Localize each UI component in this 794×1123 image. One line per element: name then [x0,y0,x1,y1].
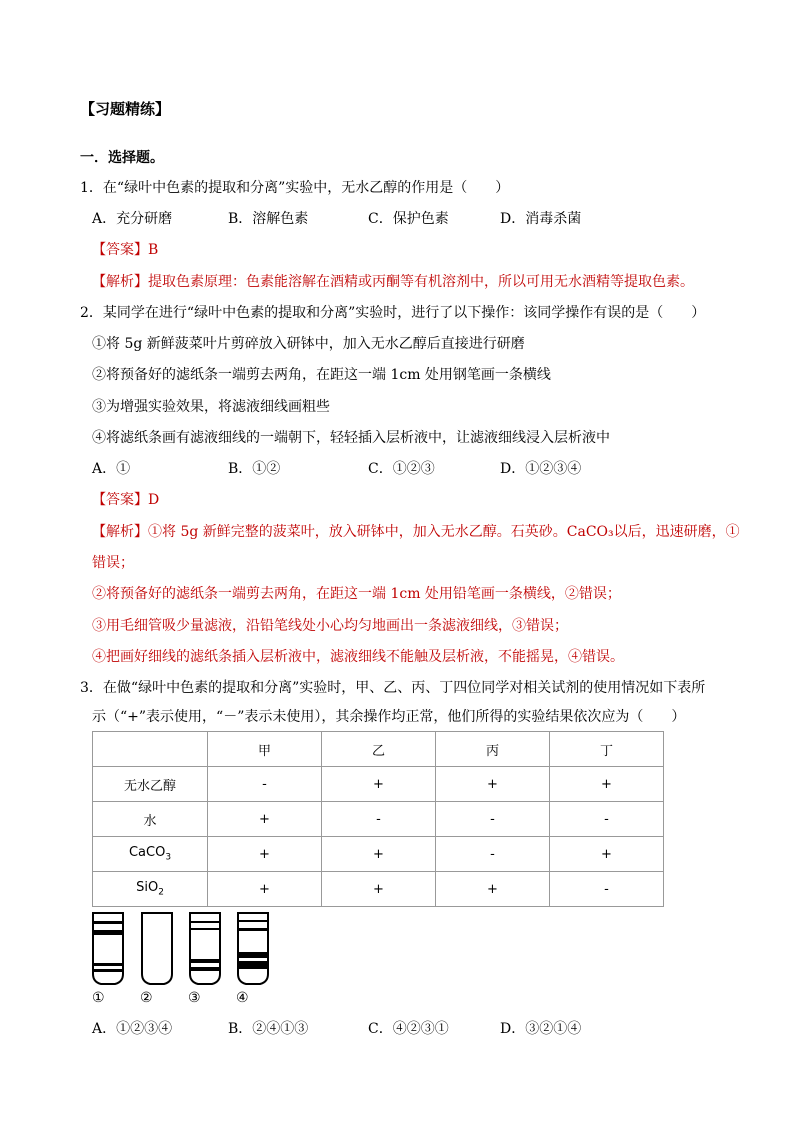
q2-analysis-line-1 [92,521,740,541]
table-header-cell: 丁 [550,732,664,767]
q1-analysis-text: 提取色素原理：色素能溶解在酒精或丙酮等有机溶剂中，所以可用无水酒精等提取色素。 [148,274,694,290]
q2-analysis-line-4: ③用毛细管吸少量滤液，沿铅笔线处小心均匀地画出一条滤液细线，③错误； [92,618,568,634]
q3-option-d: D．③②①④ [500,1021,582,1037]
q2-option-c: C．①②③ [368,461,435,477]
section-title: 【习题精练】 [80,100,171,118]
q3-stem-line-2: 示（“+”表示使用，“－”表示未使用），其余操作均正常，他们所得的实验结果依次应为（ ） [92,709,686,725]
table-header-cell: 乙 [322,732,436,767]
table-row [93,802,664,837]
table-row [93,872,664,907]
table-cell: + [550,767,664,802]
q1-option-b: B．溶解色素 [228,211,309,227]
strip-1 [93,913,123,984]
table-header-cell: 丙 [436,732,550,767]
q1-analysis [92,271,694,291]
table-row [93,837,664,872]
figure-label-2: ② [140,990,153,1006]
formula-caco3: CaCO [128,845,166,861]
q2-analysis-line-3: ②将预备好的滤纸条一端剪去两角，在距这一端 1cm 处用铅笔画一条横线，②错误； [92,586,621,602]
q1-answer: 【答案】B [92,242,159,258]
table-cell: - [436,802,550,837]
table-cell: - [208,767,322,802]
table-header-row [93,732,664,767]
table-cell: 无水乙醇 [93,767,208,802]
table-cell: - [550,802,664,837]
q3-stem-line-1: 3．在做“绿叶中色素的提取和分离”实验时，甲、乙、丙、丁四位同学对相关试剂的使用情况如下表所 [80,680,706,696]
formula-sio2: SiO [136,880,159,896]
strip-4 [238,913,268,984]
table-cell: + [208,802,322,837]
reagent-table [92,731,664,907]
table-cell: + [322,837,436,872]
table-cell: + [436,767,550,802]
q3-option-c: C．④②③① [368,1021,449,1037]
table-cell: - [550,872,664,907]
table-cell: + [436,872,550,907]
figure-label-1: ① [92,990,105,1006]
q2-option-a: A．① [92,461,131,477]
table-cell: + [322,767,436,802]
table-cell: 水 [93,802,208,837]
q2-stem: 2．某同学在进行“绿叶中色素的提取和分离”实验时，进行了以下操作：该同学操作有误的是（ ） [80,305,706,321]
q2-option-b: B．①② [228,461,281,477]
q2-option-d: D．①②③④ [500,461,582,477]
q2-item-2: ②将预备好的滤纸条一端剪去两角，在距这一端 1cm 处用钢笔画一条横线 [92,367,551,383]
q3-option-a: A．①②③④ [92,1021,173,1037]
q1-stem: 1．在“绿叶中色素的提取和分离”实验中，无水乙醇的作用是（ ） [80,180,510,196]
q1-option-d: D．消毒杀菌 [500,211,582,227]
q2-analysis-text-1: ①将 5g 新鲜完整的菠菜叶，放入研钵中，加入无水乙醇。石英砂。CaCO₃以后，迅速研磨，① [148,524,740,540]
q2-analysis-label: 【解析】 [92,524,148,540]
figure-label-3: ③ [188,990,201,1006]
q2-answer: 【答案】D [92,492,160,508]
formula-subscript: 3 [165,852,172,863]
q1-analysis-label: 【解析】 [92,274,148,290]
q2-item-4: ④将滤纸条画有滤液细线的一端朝下，轻轻插入层析液中，让滤液细线浸入层析液中 [92,430,610,446]
q2-item-1: ①将 5g 新鲜菠菜叶片剪碎放入研钵中，加入无水乙醇后直接进行研磨 [92,336,525,352]
table-cell: + [208,837,322,872]
table-header-cell: 甲 [208,732,322,767]
table-cell: - [322,802,436,837]
table-cell: - [436,837,550,872]
strips-svg [90,910,280,1035]
q2-analysis-line-2: 错误； [92,555,134,571]
table-row [93,767,664,802]
table-cell: + [322,872,436,907]
q2-analysis-line-5: ④把画好细线的滤纸条插入层析液中，滤液细线不能触及层析液，不能摇晃，④错误。 [92,649,624,665]
q3-option-b: B．②④①③ [228,1021,309,1037]
table-cell [93,872,208,907]
formula-subscript: 2 [158,887,164,898]
table-cell [93,837,208,872]
table-cell: + [550,837,664,872]
q1-option-a: A．充分研磨 [92,211,173,227]
strip-2 [142,913,172,984]
part-title: 一．选择题。 [80,150,164,166]
table-header-cell [93,732,208,767]
q2-item-3: ③为增强实验效果，将滤液细线画粗些 [92,399,330,415]
table-cell: + [208,872,322,907]
strip-3 [190,913,220,984]
figure-label-4: ④ [236,990,249,1006]
q1-option-c: C．保护色素 [368,211,449,227]
